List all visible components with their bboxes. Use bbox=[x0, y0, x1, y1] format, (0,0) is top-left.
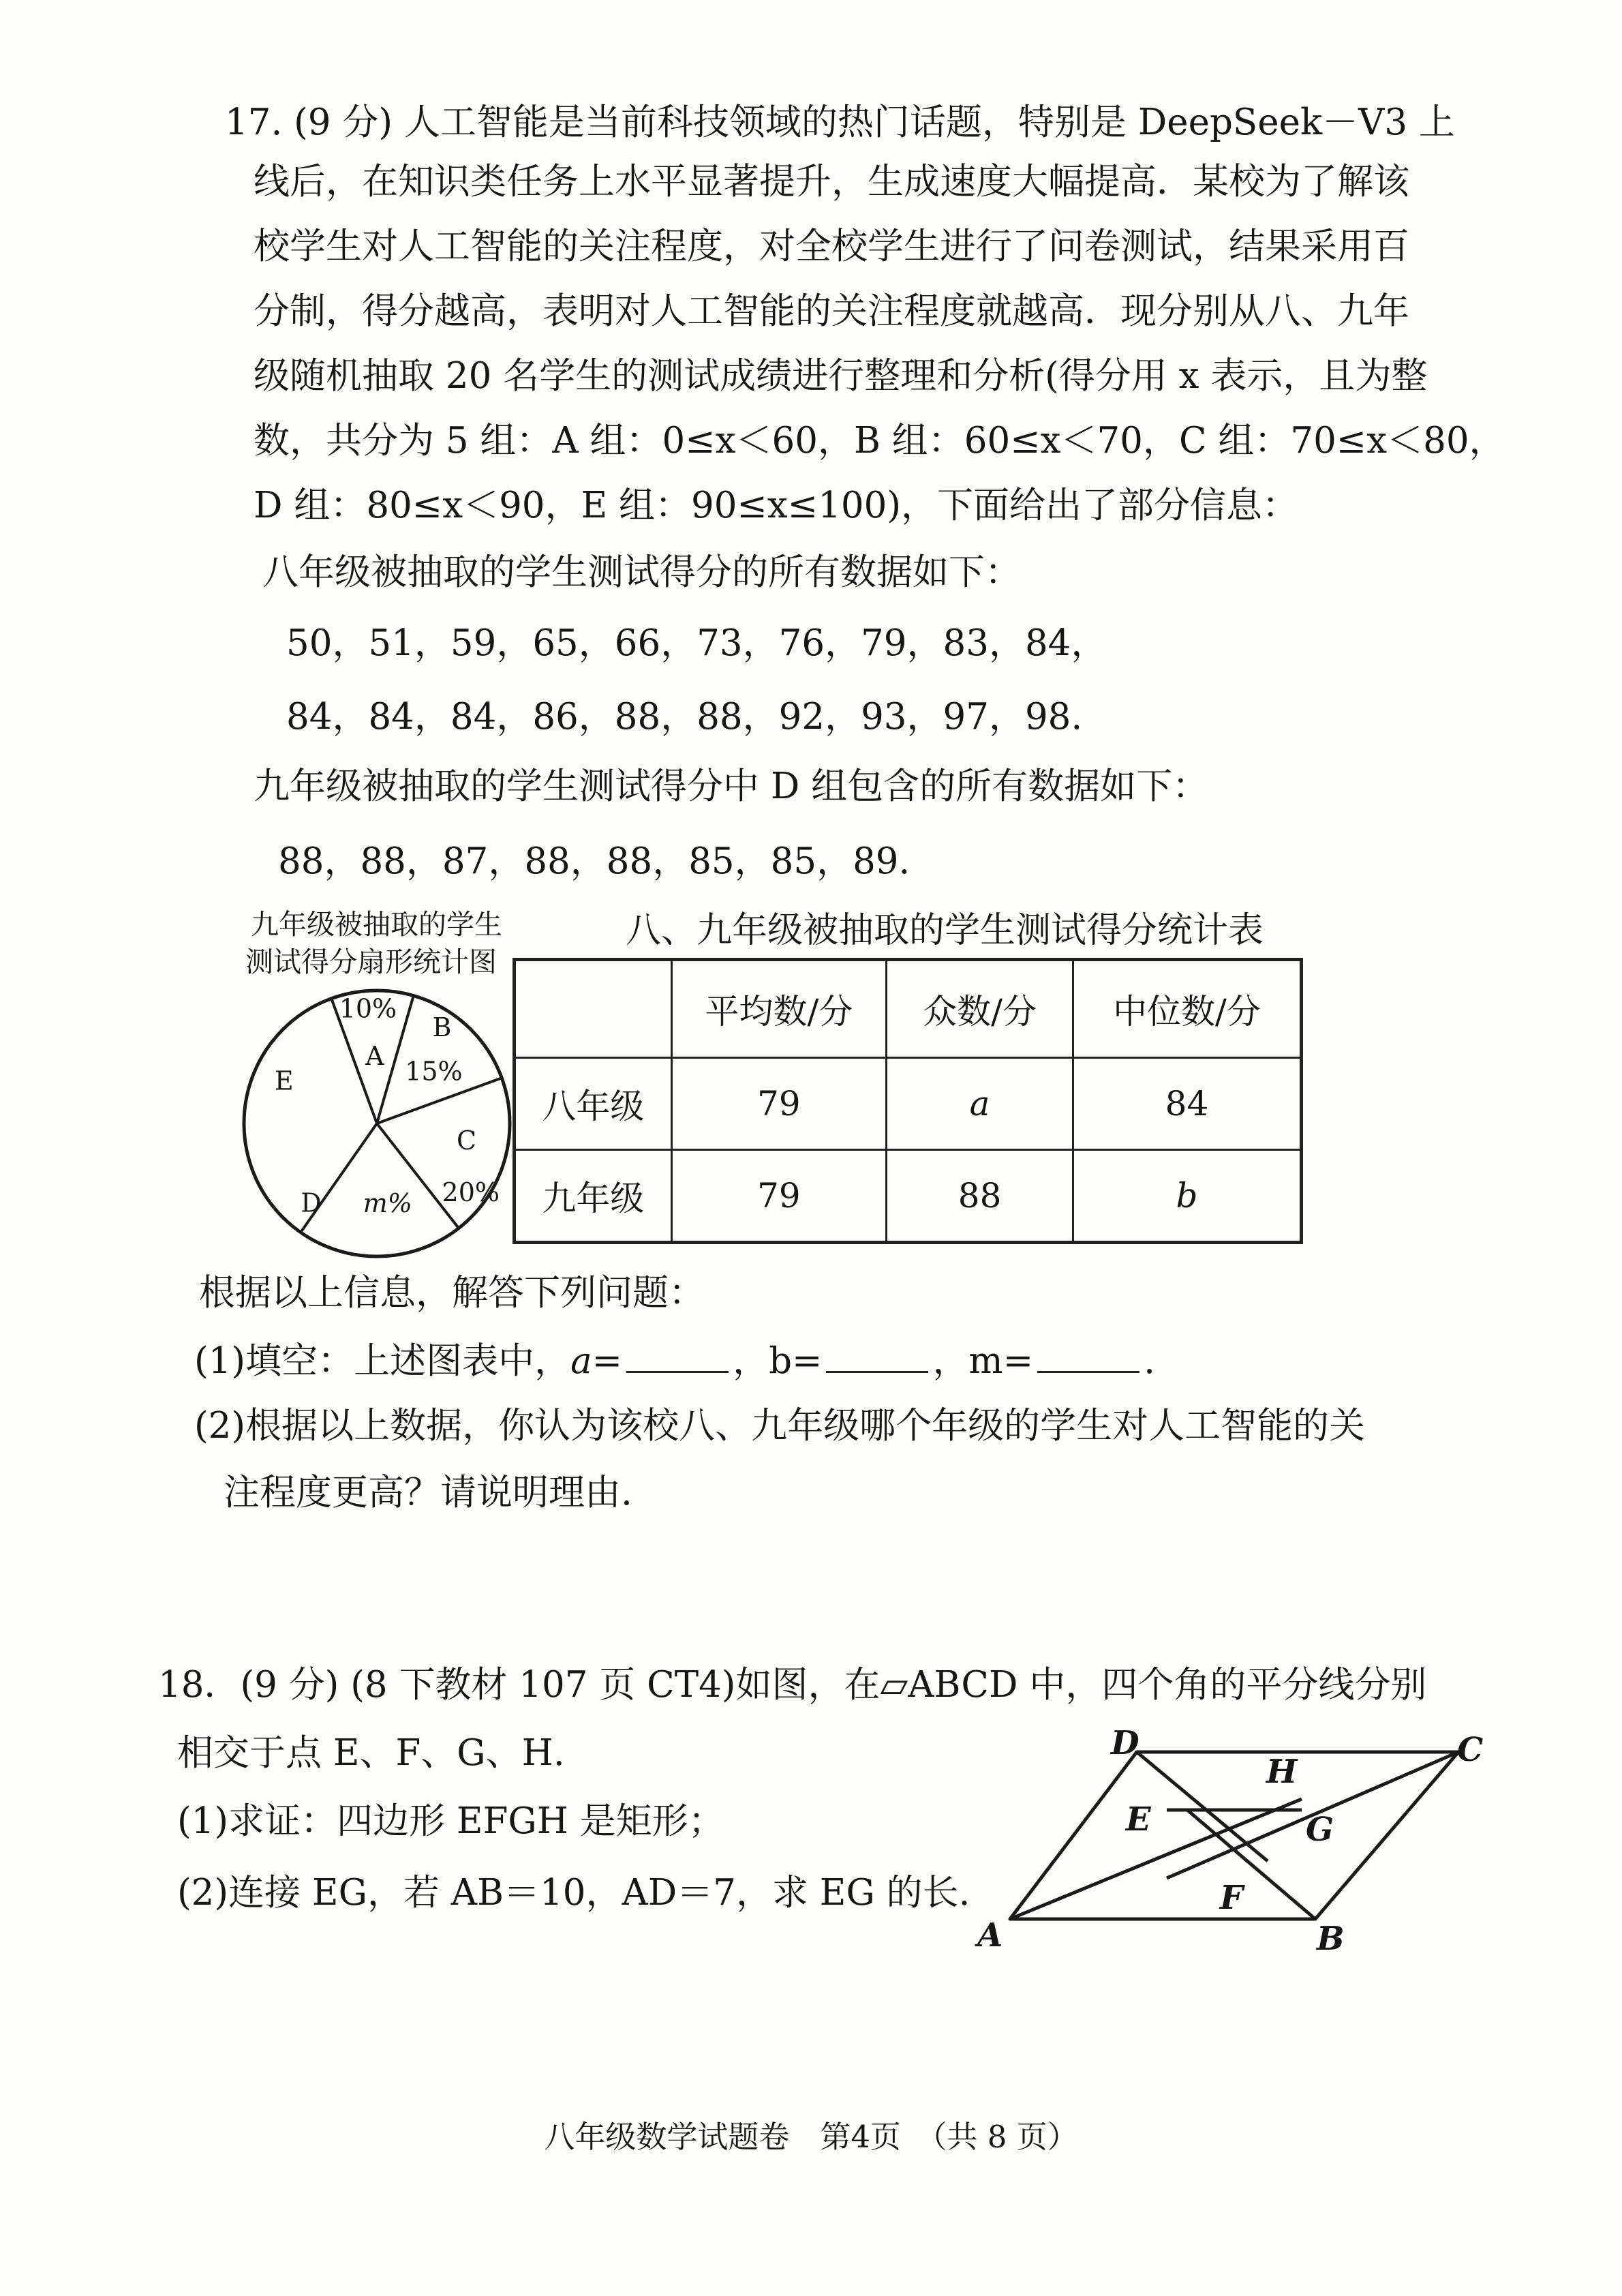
answer-blank-m[interactable] bbox=[1037, 1341, 1139, 1373]
label-d: D bbox=[1111, 1728, 1139, 1762]
part1-fill-in bbox=[194, 1340, 1155, 1383]
grade8-data-line-1: 50，51，59，65，66，73，76，79，83，84， bbox=[286, 622, 1107, 664]
table-cell: 84 bbox=[1073, 1058, 1301, 1150]
table-row bbox=[515, 1058, 1302, 1150]
table-cell: b bbox=[1073, 1150, 1301, 1243]
part1-m-label: ，m= bbox=[932, 1340, 1034, 1382]
table-cell: 九年级 bbox=[515, 1150, 672, 1243]
page-footer: 八年级数学试题卷 第4页 （共 8 页） bbox=[544, 2119, 1078, 2155]
label-a: A bbox=[977, 1916, 1003, 1954]
label-h: H bbox=[1266, 1753, 1298, 1791]
label-c: C bbox=[1457, 1731, 1484, 1769]
q17-line-4: 分制，得分越高，表明对人工智能的关注程度就越高．现分别从八、九年 bbox=[254, 290, 1409, 332]
table-cell: a bbox=[887, 1058, 1073, 1150]
pie-chart bbox=[234, 980, 520, 1267]
q18-part-1: (1)求证：四边形 EFGH 是矩形； bbox=[177, 1800, 724, 1842]
q17-line-7: D 组：80≤x＜90，E 组：90≤x≤100)，下面给出了部分信息： bbox=[254, 485, 1299, 526]
grade9-data: 88，88，87，88，88，85，85，89. bbox=[278, 841, 911, 882]
answer-blank-a[interactable] bbox=[626, 1341, 729, 1373]
table-cell: 79 bbox=[671, 1058, 887, 1150]
pie-text-d: m% bbox=[363, 1188, 412, 1218]
bisector-b bbox=[1187, 1810, 1315, 1919]
part1-prefix: (1)填空：上述图表中， bbox=[194, 1340, 571, 1382]
part1-end: . bbox=[1144, 1340, 1155, 1382]
q18-line-1: 18．(9 分) (8 下教材 107 页 CT4)如图，在▱ABCD 中，四个角的平分线分别 bbox=[158, 1664, 1427, 1706]
pie-caption-line-2: 测试得分扇形统计图 bbox=[245, 946, 497, 978]
grade9-intro: 九年级被抽取的学生测试得分中 D 组包含的所有数据如下： bbox=[254, 766, 1209, 807]
label-e: E bbox=[1126, 1800, 1151, 1839]
q17-line-2: 线后，在知识类任务上水平显著提升，生成速度大幅提高．某校为了解该 bbox=[254, 161, 1409, 202]
pie-label-d: D bbox=[301, 1188, 322, 1218]
stats-table bbox=[512, 958, 1303, 1244]
q17-line-6: 数，共分为 5 组：A 组：0≤x＜60，B 组：60≤x＜70，C 组：70≤x＜80， bbox=[254, 420, 1505, 462]
part1-b-label: ，b= bbox=[733, 1340, 823, 1382]
table-header-cell: 中位数/分 bbox=[1073, 960, 1301, 1058]
answer-blank-b[interactable] bbox=[826, 1341, 928, 1373]
pie-label-a: A bbox=[365, 1041, 384, 1072]
parallelogram-figure bbox=[968, 1728, 1513, 1960]
pie-text-a: 10% bbox=[339, 993, 397, 1024]
table-header-cell: 众数/分 bbox=[887, 960, 1073, 1058]
table-header-row bbox=[515, 960, 1302, 1058]
table-header-cell: 平均数/分 bbox=[671, 960, 887, 1058]
label-b: B bbox=[1317, 1920, 1345, 1958]
bisector-d bbox=[1137, 1752, 1268, 1861]
q17-line-5: 级随机抽取 20 名学生的测试成绩进行整理和分析(得分用 x 表示，且为整 bbox=[254, 355, 1428, 397]
instruction: 根据以上信息，解答下列问题： bbox=[199, 1272, 705, 1314]
pie-label-b: B bbox=[432, 1012, 452, 1042]
part2-line-1: (2)根据以上数据，你认为该校八、九年级哪个年级的学生对人工智能的关 bbox=[194, 1405, 1366, 1447]
q18-part-2: (2)连接 EG，若 AB＝10，AD＝7，求 EG 的长. bbox=[177, 1872, 970, 1914]
table-cell: 79 bbox=[671, 1150, 887, 1243]
label-f: F bbox=[1220, 1879, 1244, 1917]
grade8-intro: 八年级被抽取的学生测试得分的所有数据如下： bbox=[262, 552, 1021, 593]
pie-caption-line-1: 九年级被抽取的学生 bbox=[251, 908, 502, 941]
part2-line-2: 注程度更高？请说明理由. bbox=[224, 1472, 632, 1513]
q18-line-2: 相交于点 E、F、G、H. bbox=[177, 1732, 565, 1774]
pie-text-c: 20% bbox=[442, 1177, 500, 1208]
label-g: G bbox=[1306, 1811, 1334, 1849]
table-header-cell bbox=[515, 960, 672, 1058]
pie-text-b: 15% bbox=[405, 1056, 463, 1087]
table-cell: 八年级 bbox=[515, 1058, 672, 1150]
grade8-data-line-2: 84，84，84，86，88，88，92，93，97，98. bbox=[286, 696, 1083, 738]
q17-line-3: 校学生对人工智能的关注程度，对全校学生进行了问卷测试，结果采用百 bbox=[254, 226, 1409, 267]
table-title: 八、九年级被抽取的学生测试得分统计表 bbox=[626, 910, 1264, 951]
table-cell: 88 bbox=[887, 1150, 1073, 1243]
table-row bbox=[515, 1150, 1302, 1243]
pie-label-c: C bbox=[457, 1125, 477, 1155]
part1-a-label: a= bbox=[570, 1340, 623, 1382]
pie-label-e: E bbox=[274, 1066, 294, 1096]
q17-line-1: 17. (9 分) 人工智能是当前科技领域的热门话题，特别是 DeepSeek－V3 上 bbox=[225, 102, 1455, 143]
